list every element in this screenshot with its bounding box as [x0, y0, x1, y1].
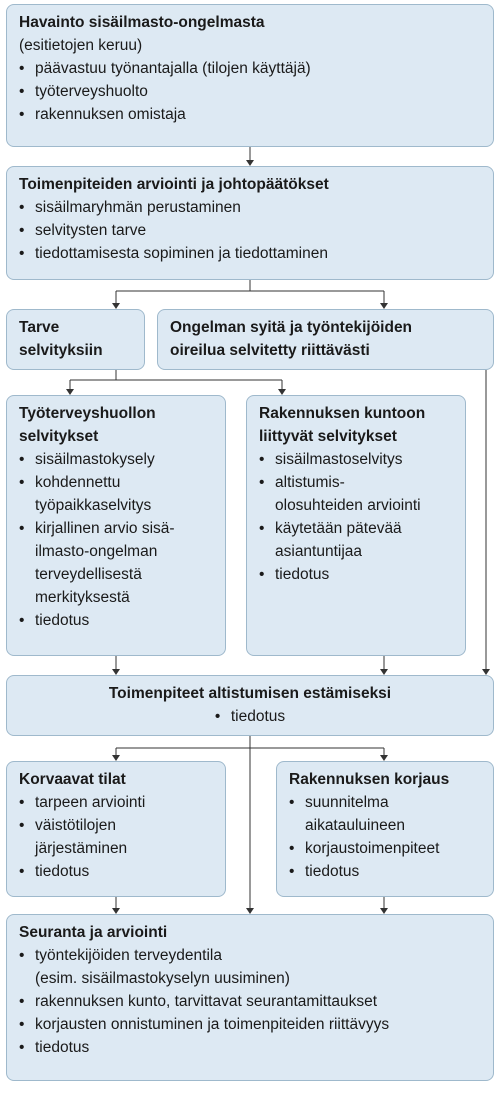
item-list: [19, 57, 481, 126]
item-line: tiedotus: [305, 863, 360, 880]
item-line: kohdennettu: [35, 474, 121, 491]
list-item: [19, 990, 481, 1013]
list-item: [289, 791, 481, 837]
item-line: ilmasto-ongelman: [35, 543, 158, 560]
item-line: aikatauluineen: [305, 817, 405, 834]
list-item: [289, 860, 481, 883]
item-line: työntekijöiden terveydentila: [35, 947, 222, 964]
box-title-line: selvitykset: [19, 428, 99, 445]
list-item: [19, 517, 213, 609]
item-line: (esim. sisäilmastokyselyn uusiminen): [35, 970, 290, 987]
box-selvitetty-riittavasti: [157, 309, 494, 370]
item-list: [215, 705, 285, 728]
box-seuranta-ja-arviointi: [6, 914, 494, 1081]
box-title-line: Rakennuksen kuntoon: [259, 405, 426, 422]
list-item: [259, 517, 453, 563]
box-rakennuksen-korjaus: [276, 761, 494, 897]
box-title-line: Ongelman syitä ja työntekijöiden: [170, 319, 413, 336]
box-title: Toimenpiteiden arviointi ja johtopäätökset: [19, 176, 329, 193]
item-list: [19, 448, 213, 632]
box-title-line: liittyvät selvitykset: [259, 428, 397, 445]
box-tarve-selvityksiin: [6, 309, 145, 370]
box-title: Korvaavat tilat: [19, 771, 126, 788]
list-item: [19, 471, 213, 517]
item-line: sisäilmastoselvitys: [275, 451, 403, 468]
list-item: [19, 448, 213, 471]
item-line: sisäilmastokysely: [35, 451, 155, 468]
list-item: [19, 609, 213, 632]
box-toimenpiteiden-arviointi: [6, 166, 494, 280]
list-item: • tiedotus: [215, 705, 285, 728]
item-line: terveydellisestä: [35, 566, 142, 583]
box-title: Rakennuksen korjaus: [289, 771, 450, 788]
list-item: [259, 563, 453, 586]
item-line: asiantuntijaa: [275, 543, 363, 560]
item-list: [19, 944, 481, 1059]
list-item: [19, 1013, 481, 1036]
box-tyoterveyshuollon-selvitykset: [6, 395, 226, 656]
list-item: [259, 471, 453, 517]
list-item: • tiedottamisesta sopiminen ja tiedottaminen: [19, 242, 481, 265]
box-toimenpiteet-altistumisen-estamiseksi: [6, 675, 494, 736]
item-line: väistötilojen: [35, 817, 116, 834]
list-item: • päävastuu työnantajalla (tilojen käyttäjä): [19, 57, 481, 80]
list-item: [19, 944, 481, 990]
box-rakennuksen-kuntoon-selvitykset: [246, 395, 466, 656]
list-item: [259, 448, 453, 471]
box-title-line: Työterveyshuollon: [19, 405, 156, 422]
list-item: • työterveyshuolto: [19, 80, 481, 103]
list-item: [19, 814, 213, 860]
item-line: työpaikkaselvitys: [35, 497, 152, 514]
box-title-line: selvityksiin: [19, 342, 103, 359]
box-title: Havainto sisäilmasto-ongelmasta: [19, 14, 265, 31]
item-line: altistumis-: [275, 474, 345, 491]
item-list: [289, 791, 481, 883]
item-line: merkityksestä: [35, 589, 130, 606]
item-line: korjausten onnistuminen ja toimenpiteiden riittävyys: [35, 1016, 390, 1033]
box-title-line: Tarve: [19, 319, 60, 336]
list-item: [19, 860, 213, 883]
box-title: Toimenpiteet altistumisen estämiseksi: [108, 685, 392, 702]
box-title: Seuranta ja arviointi: [19, 924, 168, 941]
item-list: [19, 791, 213, 883]
item-line: suunnitelma: [305, 794, 389, 811]
list-item: • rakennuksen omistaja: [19, 103, 481, 126]
item-line: rakennuksen kunto, tarvittavat seurantamittaukset: [35, 993, 378, 1010]
box-subtitle: (esitietojen keruu): [19, 37, 143, 54]
box-korvaavat-tilat: [6, 761, 226, 897]
box-title-line: oireilua selvitetty riittävästi: [170, 342, 370, 359]
item-line: kirjallinen arvio sisä-: [35, 520, 175, 537]
list-item: [289, 837, 481, 860]
list-item: [19, 791, 213, 814]
box-havainto: [6, 4, 494, 147]
item-line: olosuhteiden arviointi: [275, 497, 421, 514]
item-line: korjaustoimenpiteet: [305, 840, 440, 857]
list-item: • selvitysten tarve: [19, 219, 481, 242]
item-line: tiedotus: [35, 1039, 90, 1056]
item-line: tiedotus: [35, 863, 90, 880]
list-item: [19, 1036, 481, 1059]
item-line: käytetään pätevää: [275, 520, 402, 537]
item-list: [19, 196, 481, 265]
item-list: [259, 448, 453, 586]
list-item: • sisäilmaryhmän perustaminen: [19, 196, 481, 219]
item-line: tiedotus: [35, 612, 90, 629]
item-line: tarpeen arviointi: [35, 794, 146, 811]
item-line: tiedotus: [275, 566, 330, 583]
item-line: järjestäminen: [35, 840, 128, 857]
